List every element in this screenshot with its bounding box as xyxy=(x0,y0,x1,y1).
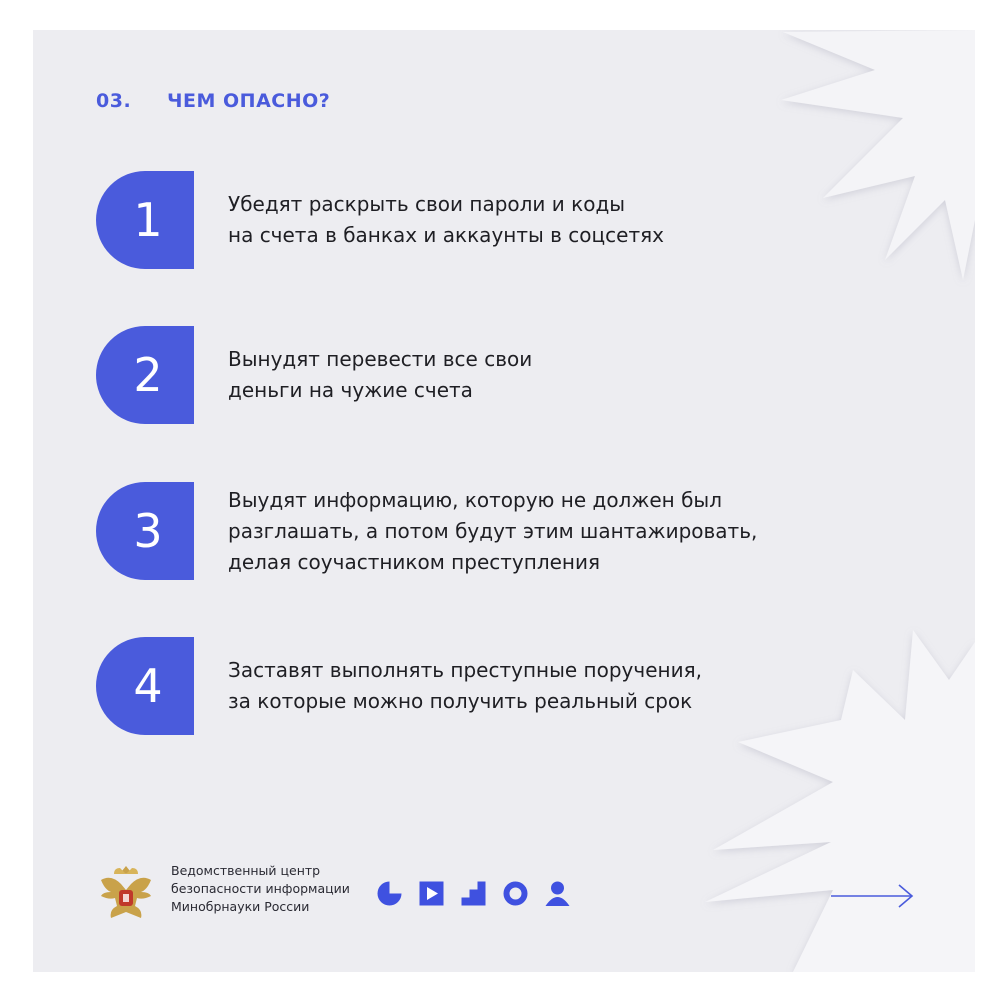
ring-icon xyxy=(502,880,529,907)
item-text xyxy=(228,655,838,717)
list-item xyxy=(96,171,838,269)
arrow-right-icon[interactable] xyxy=(829,883,915,909)
item-number-badge: 1 xyxy=(96,171,194,269)
item-line: делая соучастником преступления xyxy=(228,549,601,574)
list-item xyxy=(96,637,838,735)
stairs-icon xyxy=(460,880,487,907)
play-square-icon xyxy=(418,880,445,907)
item-line: деньги на чужие счета xyxy=(228,378,473,402)
item-line: разглашать, а потом будут этим шантажировать, xyxy=(228,518,758,543)
item-number-badge: 2 xyxy=(96,326,194,424)
section-number: 03. xyxy=(96,90,132,112)
item-line: Выудят информацию, которую не должен был xyxy=(228,487,723,512)
slide-card xyxy=(33,30,975,972)
person-icon xyxy=(544,880,571,907)
pie-shape-icon xyxy=(376,880,403,907)
item-line: Заставят выполнять преступные поручения, xyxy=(228,658,702,682)
item-line: Убедят раскрыть свои пароли и коды xyxy=(228,192,626,216)
section-heading xyxy=(96,90,330,112)
list-item xyxy=(96,326,838,424)
item-text xyxy=(228,344,838,406)
brand-icon-row xyxy=(376,880,571,907)
item-text xyxy=(228,485,838,578)
item-line: на счета в банках и аккаунты в соцсетях xyxy=(228,223,664,247)
item-number-badge: 3 xyxy=(96,482,194,580)
list-item xyxy=(96,482,838,580)
section-title: ЧЕМ ОПАСНО? xyxy=(167,90,331,112)
org-line: Минобрнауки России xyxy=(171,899,310,914)
item-line: за которые можно получить реальный срок xyxy=(228,689,693,713)
org-line: безопасности информации xyxy=(171,881,350,896)
item-number-badge: 4 xyxy=(96,637,194,735)
coat-of-arms-icon xyxy=(93,860,159,926)
org-line: Ведомственный центр xyxy=(171,863,321,878)
organization-name xyxy=(171,862,350,916)
item-line: Вынудят перевести все свои xyxy=(228,347,533,371)
item-text xyxy=(228,189,838,251)
